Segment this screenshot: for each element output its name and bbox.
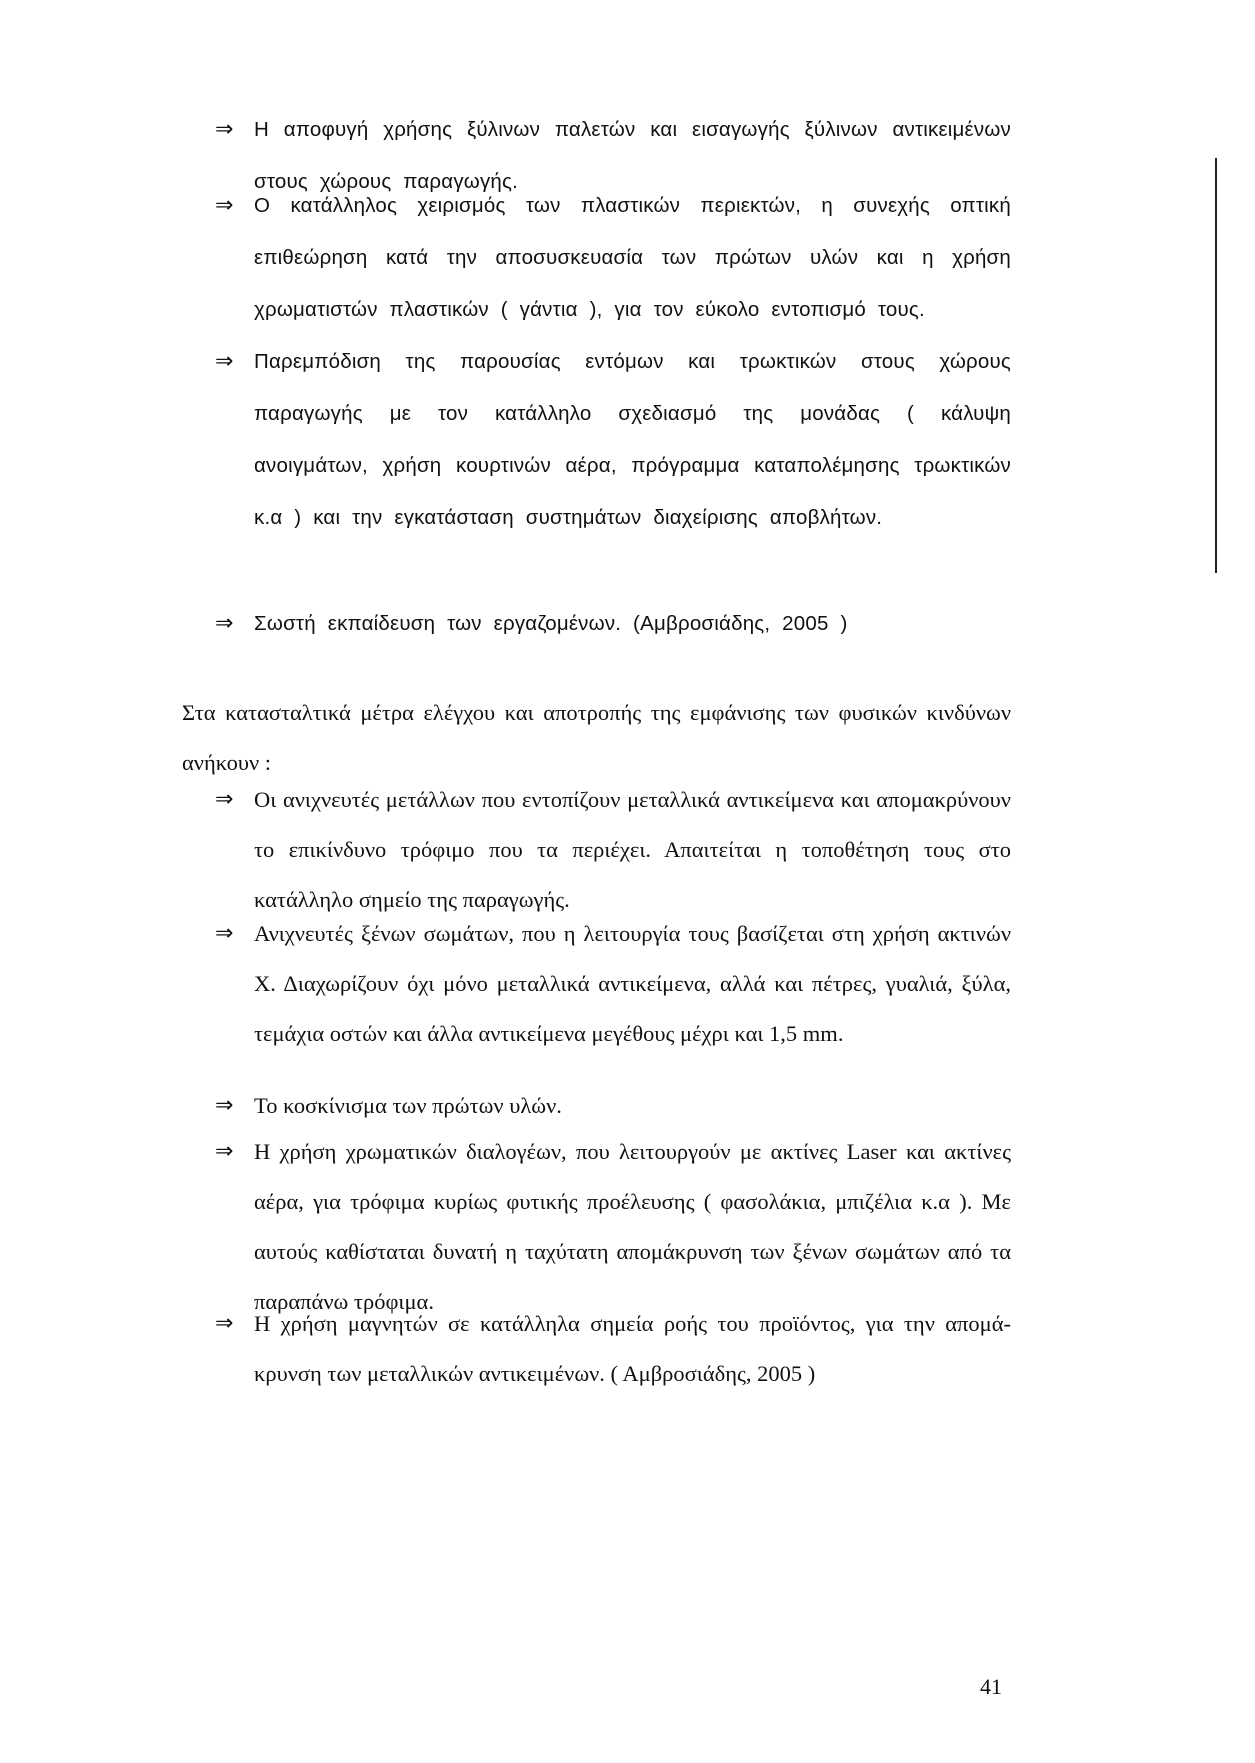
intro-paragraph: Στα κατασταλτικά μέτρα ελέγχου και αποτροπής της εμφάνισης των φυσικών κινδύνων ανήκουν :: [182, 700, 1011, 775]
bullet-item: [216, 1127, 1011, 1327]
arrow-icon: ⇒: [215, 611, 234, 636]
arrow-icon: ⇒: [215, 193, 234, 218]
bullet-text: Ανιχνευτές ξένων σωμάτων, που η λειτουργία τους βασίζεται στη χρήση ακτινών Χ. Διαχωρίζουν όχι μόνο μεταλλικά αντικείμενα, αλλά και πέτρες, γυαλιά, ξύλα, τεμάχια οστών και άλλα αντικείμενα μεγέθους μέχρι και 1,5 mm.: [254, 921, 1011, 1046]
bullet-item: [216, 1081, 1011, 1131]
bullet-text: Οι ανιχνευτές μετάλλων που εντοπίζουν μεταλλικά αντικείμενα και απομακρύνουν το επικίνδυνο τρόφιμο που τα περιέχει. Απαιτείται η τοποθέτηση τους στο κατάλληλο σημείο της παραγωγής.: [254, 787, 1011, 912]
arrow-icon: ⇒: [215, 787, 234, 812]
page-number: 41: [980, 1674, 1002, 1699]
arrow-icon: ⇒: [215, 1093, 234, 1118]
margin-line: [1215, 158, 1217, 573]
bullet-item: [216, 180, 1011, 336]
arrow-icon: ⇒: [215, 349, 234, 374]
bullet-text: Η αποφυγή χρήσης ξύλινων παλετών και εισαγωγής ξύλινων αντικειμένων στους χώρους παραγωγής.: [254, 118, 1011, 193]
bullet-text: Σωστή εκπαίδευση των εργαζομένων. (Αμβροσιάδης, 2005 ): [254, 612, 848, 635]
bullet-text: Η χρήση μαγνητών σε κατάλληλα σημεία ροής του προϊόντος, για την απομά- κρυνση των μεταλλικών αντικειμένων. ( Αμβροσιάδης, 2005 ): [254, 1311, 1011, 1386]
bullet-item: [216, 909, 1011, 1059]
arrow-icon: ⇒: [215, 1311, 234, 1336]
bullet-text: Το κοσκίνισμα των πρώτων υλών.: [254, 1093, 562, 1118]
arrow-icon: ⇒: [215, 921, 234, 946]
arrow-icon: ⇒: [215, 1139, 234, 1164]
bullet-item: [216, 598, 1011, 650]
bullet-item: [216, 336, 1011, 544]
bullet-text: Ο κατάλληλος χειρισμός των πλαστικών περιεκτών, η συνεχής οπτική επιθεώρηση κατά την αποσυσκευασία των πρώτων υλών και η χρήση χρωματιστών πλαστικών ( γάντια ), για τον εύκολο εντοπισμό τους.: [254, 194, 1011, 321]
bullet-item: [216, 775, 1011, 925]
bullet-item: [216, 1299, 1011, 1399]
bullet-text: Παρεμπόδιση της παρουσίας εντόμων και τρωκτικών στους χώρους παραγωγής με τον κατάλληλο σχεδιασμό της μονάδας ( κάλυψη ανοιγμάτων, χρήση κουρτινών αέρα, πρόγραμμα καταπολέμησης τρωκτικών κ.α ) και την εγκατάσταση συστημάτων διαχείρισης αποβλήτων.: [254, 350, 1011, 529]
arrow-icon: ⇒: [215, 117, 234, 142]
bullet-text: Η χρήση χρωματικών διαλογέων, που λειτουργούν με ακτίνες Laser και ακτίνες αέρα, για τρόφιμα κυρίως φυτικής προέλευσης ( φασολάκια, μπιζέλια κ.α ). Με αυτούς καθίσταται δυνατή η ταχύτατη απομάκρυνση των ξένων σωμάτων από τα παραπάνω τρόφιμα.: [254, 1139, 1011, 1314]
